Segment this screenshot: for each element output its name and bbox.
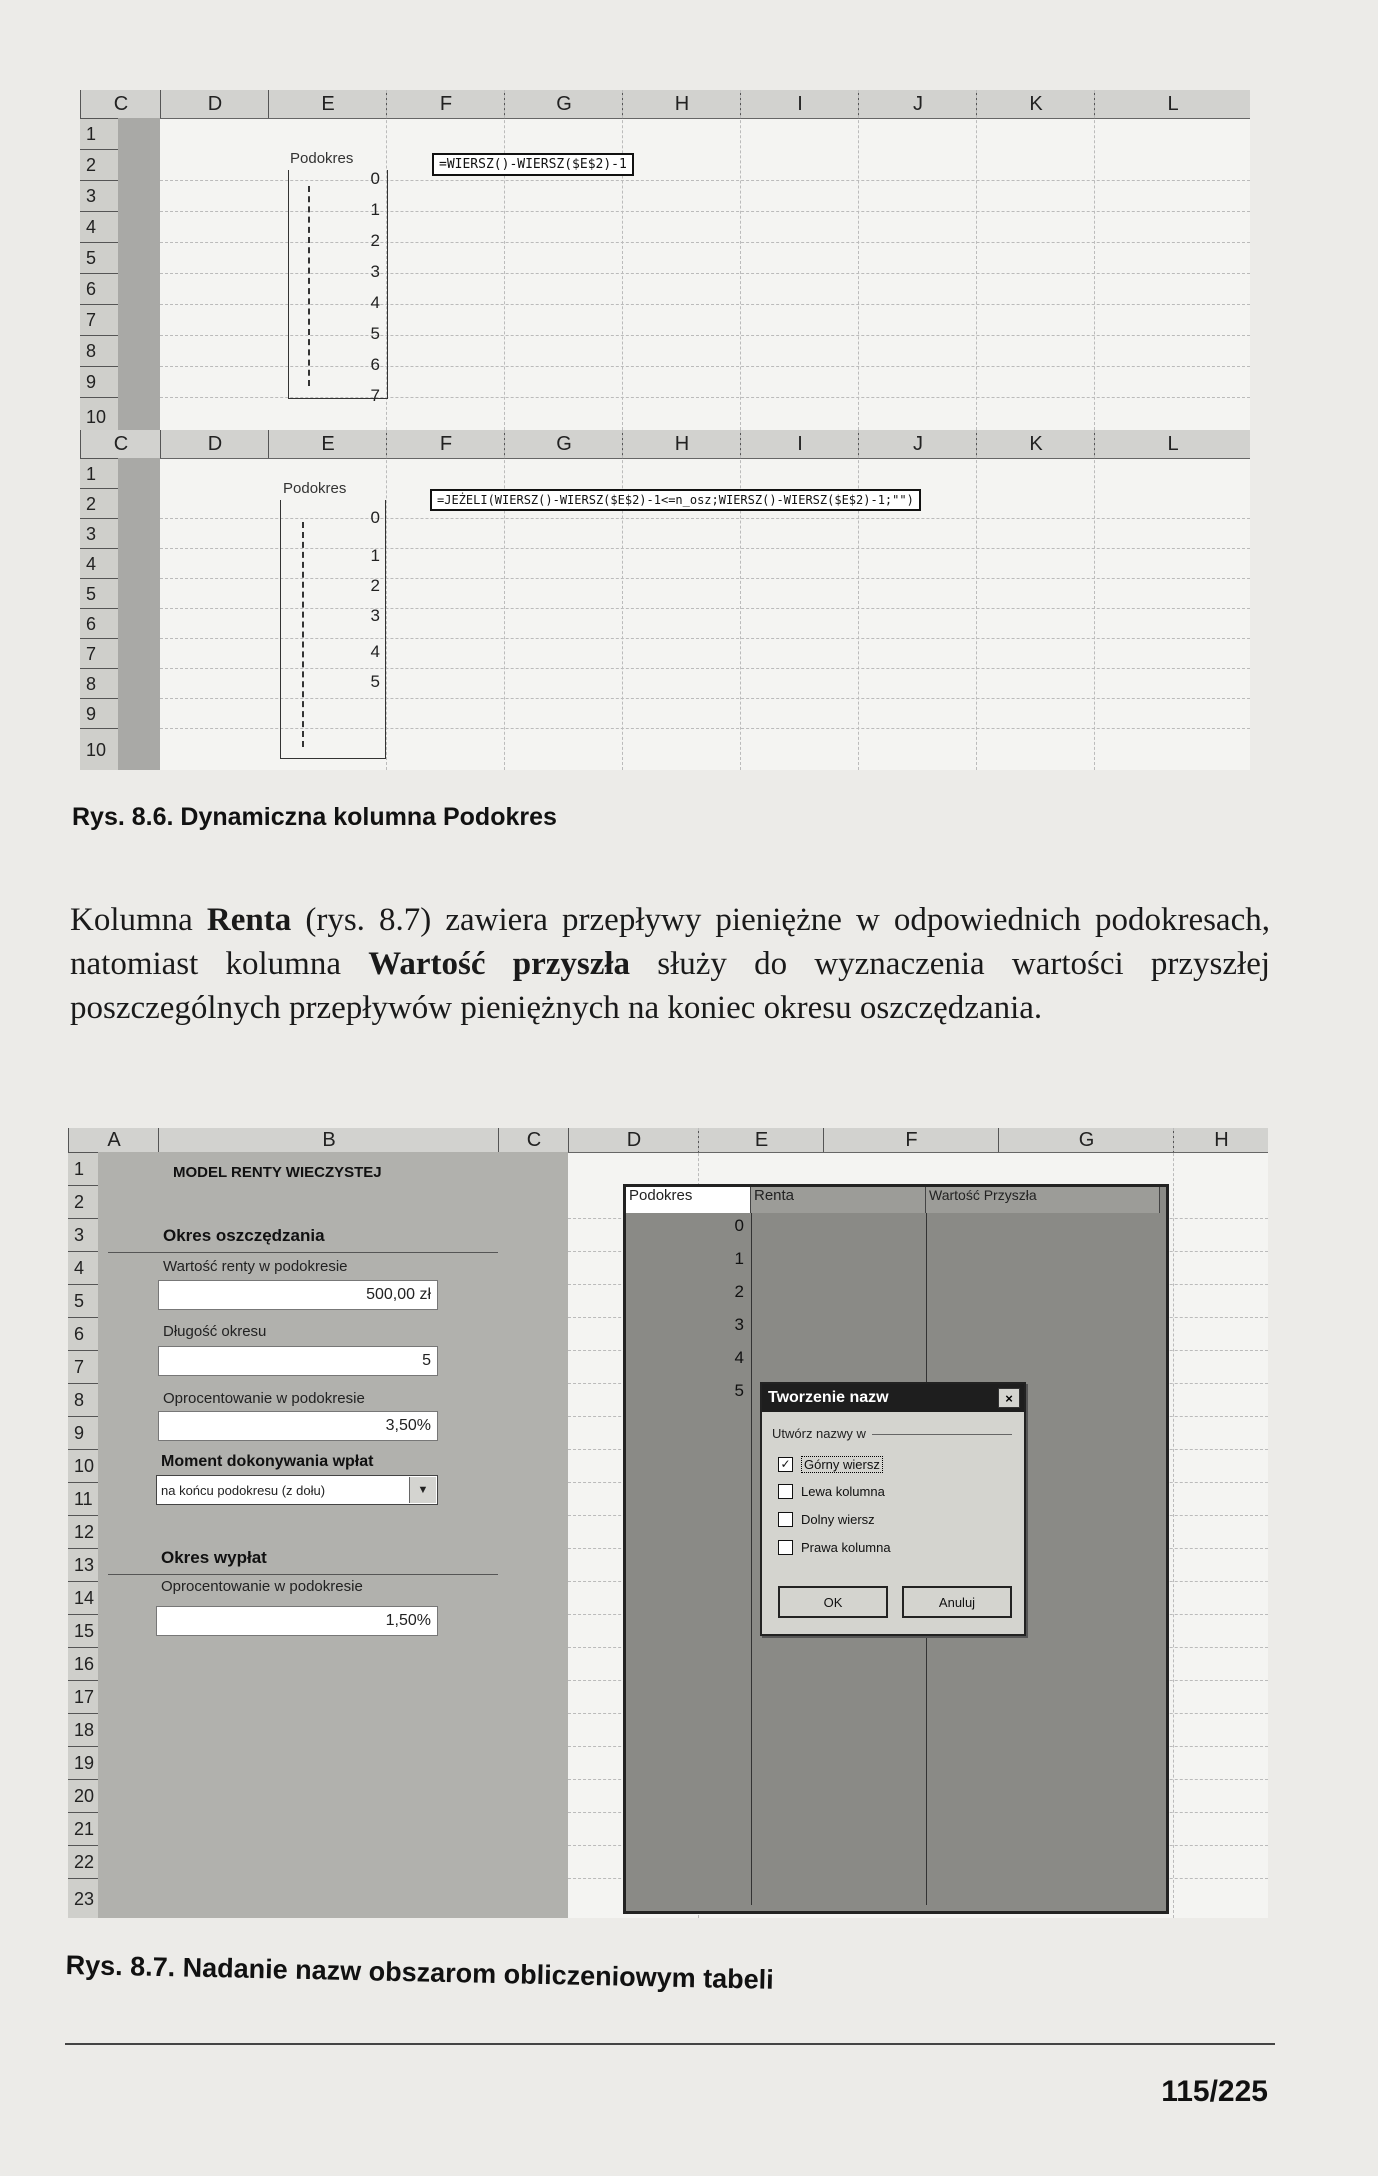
column-header[interactable]: C [498, 1128, 569, 1152]
column-header[interactable]: I [740, 430, 859, 458]
column-header[interactable]: J [858, 430, 977, 458]
row-header[interactable]: 6 [80, 273, 118, 305]
column-header-bar [80, 90, 1250, 119]
column-header[interactable]: F [386, 430, 505, 458]
figure-87-caption: Rys. 8.7. Nadanie nazw obszarom obliczeniowym tabeli [65, 1950, 775, 1995]
column-header[interactable]: L [1094, 430, 1250, 458]
row-header-bar [80, 458, 120, 770]
row-header[interactable]: 7 [68, 1350, 98, 1384]
section-saving: Okres oszczędzania [163, 1226, 325, 1245]
column-header[interactable]: J [858, 90, 977, 118]
header-renta[interactable]: Renta [751, 1187, 926, 1213]
row-header[interactable]: 23 [68, 1878, 98, 1918]
rate-label: Oprocentowanie w podokresie [163, 1390, 365, 1407]
row-header[interactable]: 4 [80, 548, 118, 579]
row-header[interactable]: 5 [68, 1284, 98, 1318]
column-header[interactable]: F [823, 1128, 999, 1152]
checkbox-bottom-row[interactable]: Dolny wiersz [778, 1512, 875, 1527]
checkbox-top-row[interactable]: ✓ Górny wiersz [778, 1456, 883, 1473]
header-podokres[interactable]: Podokres [626, 1187, 751, 1213]
moment-label: Moment dokonywania wpłat [161, 1453, 374, 1470]
column-header[interactable]: G [998, 1128, 1174, 1152]
row-header[interactable]: 6 [80, 608, 118, 639]
podokres-label: Podokres [290, 150, 354, 167]
rate-input[interactable]: 3,50% [158, 1411, 438, 1441]
row-header[interactable]: 1 [80, 458, 118, 489]
body-paragraph: Kolumna Renta (rys. 8.7) zawiera przepływy pieniężne w odpowiednich podokresach, natomiast kolumna Wartość przyszła służy do wyznaczenia wartości przyszłej poszczególnych przepływów pieniężnych na koniec okresu oszczędzania. [70, 902, 1271, 1026]
gray-column [118, 118, 160, 435]
footer-rule [65, 2043, 1275, 2045]
row-header[interactable]: 11 [68, 1482, 98, 1516]
row-header[interactable]: 10 [80, 397, 118, 435]
row-header[interactable]: 3 [68, 1218, 98, 1252]
fig86-bottom-sheet: C D E F G H I J K L 1 2 3 4 5 6 7 8 9 10 Podokres 0 1 2 3 4 5 =JEŻELI(WIERSZ()-WIERSZ($E$2)-1<=n_osz;WIERSZ()-WIERSZ($E$2)-1;"") [80, 430, 1250, 770]
column-header[interactable]: K [976, 90, 1095, 118]
figure-86-caption: Rys. 8.6. Dynamiczna kolumna Podokres [72, 803, 557, 831]
length-label: Długość okresu [163, 1323, 267, 1340]
column-header[interactable]: D [568, 1128, 699, 1152]
podokres-label: Podokres [283, 480, 347, 497]
column-header[interactable]: C [80, 90, 161, 118]
gray-column [118, 458, 160, 770]
fig86-top-sheet: C D E F G H I J K L 1 2 3 4 5 6 7 8 9 10 Podokres 0 1 2 3 4 5 6 7 =WIERSZ()-WIERSZ($E$2)-1 [80, 90, 1250, 435]
row-header[interactable]: 6 [68, 1317, 98, 1351]
row-header[interactable]: 10 [68, 1449, 98, 1483]
checkbox-left-column[interactable]: Lewa kolumna [778, 1484, 885, 1499]
column-header[interactable]: D [160, 430, 269, 458]
column-header-bar [68, 1128, 1268, 1153]
row-header[interactable]: 9 [80, 366, 118, 398]
row-header[interactable]: 3 [80, 518, 118, 549]
payout-rate-label: Oprocentowanie w podokresie [161, 1578, 363, 1595]
podokres-range-box [280, 500, 386, 759]
row-header[interactable]: 4 [68, 1251, 98, 1285]
arrow-down [302, 522, 304, 747]
arrow-down [308, 186, 310, 386]
row-header[interactable]: 2 [80, 488, 118, 519]
rent-label: Wartość renty w podokresie [163, 1258, 348, 1275]
row-header[interactable]: 7 [80, 304, 118, 336]
row-header-bar [80, 118, 120, 435]
row-header[interactable]: 8 [68, 1383, 98, 1417]
row-header[interactable]: 5 [80, 242, 118, 274]
row-header[interactable]: 5 [80, 578, 118, 609]
column-header[interactable]: H [622, 430, 741, 458]
row-header[interactable]: 10 [80, 728, 118, 770]
column-header[interactable]: L [1094, 90, 1250, 118]
row-header[interactable]: 8 [80, 335, 118, 367]
dialog-group-label: Utwórz nazwy w [772, 1426, 866, 1441]
row-header[interactable]: 3 [80, 180, 118, 212]
dialog-title[interactable]: Tworzenie nazw [762, 1384, 1024, 1412]
row-header[interactable]: 16 [68, 1647, 98, 1681]
close-icon[interactable]: × [998, 1388, 1020, 1408]
column-header-bar [80, 430, 1250, 459]
column-header[interactable]: I [740, 90, 859, 118]
column-header[interactable]: B [158, 1128, 499, 1152]
column-header[interactable]: G [504, 90, 623, 118]
header-wartosc-przyszla[interactable]: Wartość Przyszła [926, 1187, 1160, 1213]
row-header[interactable]: 7 [80, 638, 118, 669]
row-header[interactable]: 4 [80, 211, 118, 243]
create-names-dialog[interactable] [760, 1382, 1026, 1636]
row-header[interactable]: 2 [80, 149, 118, 181]
row-header[interactable]: 19 [68, 1746, 98, 1780]
row-header[interactable]: 1 [68, 1152, 98, 1186]
column-header[interactable]: E [698, 1128, 824, 1152]
formula-box: =JEŻELI(WIERSZ()-WIERSZ($E$2)-1<=n_osz;WIERSZ()-WIERSZ($E$2)-1;"") [430, 489, 921, 511]
rent-input[interactable]: 500,00 zł [158, 1280, 438, 1310]
row-header[interactable]: 20 [68, 1779, 98, 1813]
column-header[interactable]: A [68, 1128, 159, 1152]
payout-rate-input[interactable]: 1,50% [156, 1606, 438, 1636]
row-header[interactable]: 17 [68, 1680, 98, 1714]
moment-select[interactable]: na końcu podokresu (z dołu) ▼ [156, 1475, 438, 1505]
checkbox-right-column[interactable]: Prawa kolumna [778, 1540, 891, 1555]
section-payout: Okres wypłat [161, 1548, 267, 1567]
column-header[interactable]: E [268, 430, 387, 458]
row-header[interactable]: 12 [68, 1515, 98, 1549]
row-header[interactable]: 15 [68, 1614, 98, 1648]
column-header[interactable]: K [976, 430, 1095, 458]
ok-button[interactable]: OK [778, 1586, 888, 1618]
row-header[interactable]: 21 [68, 1812, 98, 1846]
formula-box: =WIERSZ()-WIERSZ($E$2)-1 [432, 153, 634, 176]
column-header[interactable]: C [80, 430, 161, 458]
row-header[interactable]: 9 [68, 1416, 98, 1450]
row-header[interactable]: 14 [68, 1581, 98, 1615]
column-header[interactable]: D [160, 90, 269, 118]
column-header[interactable]: H [1173, 1128, 1268, 1152]
length-input[interactable]: 5 [158, 1346, 438, 1376]
row-header[interactable]: 18 [68, 1713, 98, 1747]
column-header[interactable]: H [622, 90, 741, 118]
cancel-button[interactable]: Anuluj [902, 1586, 1012, 1618]
row-header[interactable]: 1 [80, 118, 118, 150]
chevron-down-icon[interactable]: ▼ [409, 1477, 436, 1503]
column-header[interactable]: F [386, 90, 505, 118]
row-header-bar [68, 1152, 100, 1918]
row-header[interactable]: 13 [68, 1548, 98, 1582]
row-header[interactable]: 8 [80, 668, 118, 699]
column-header[interactable]: E [268, 90, 387, 118]
page-number: 115/225 [1161, 2075, 1268, 2108]
row-header[interactable]: 9 [80, 698, 118, 729]
row-header[interactable]: 2 [68, 1185, 98, 1219]
model-title: MODEL RENTY WIECZYSTEJ [173, 1164, 382, 1181]
column-header[interactable]: G [504, 430, 623, 458]
row-header[interactable]: 22 [68, 1845, 98, 1879]
fig87-sheet: A B C D E F G H 1 2 3 4 5 6 7 8 9 10 11 12 13 14 15 16 17 18 19 20 21 22 23 MODEL RENTY WIECZYSTEJ Okres oszczędzania Wartość renty w podokresie 500,00 zł Długość okresu 5 Oprocentowanie w podokresie 3,50% Moment dokonywania wpłat na końcu podokresu (z dołu) ▼ Okres wypłat Oprocentowanie w podokresie 1,50% Podokres Renta Wartość Przyszła 0 1 2 3 4 5 Tworzenie nazw × Utwórz nazwy w ✓ Górny wiersz Lewa kolumna Dolny wiersz Prawa kolumna OK Anuluj [68, 1128, 1268, 1918]
